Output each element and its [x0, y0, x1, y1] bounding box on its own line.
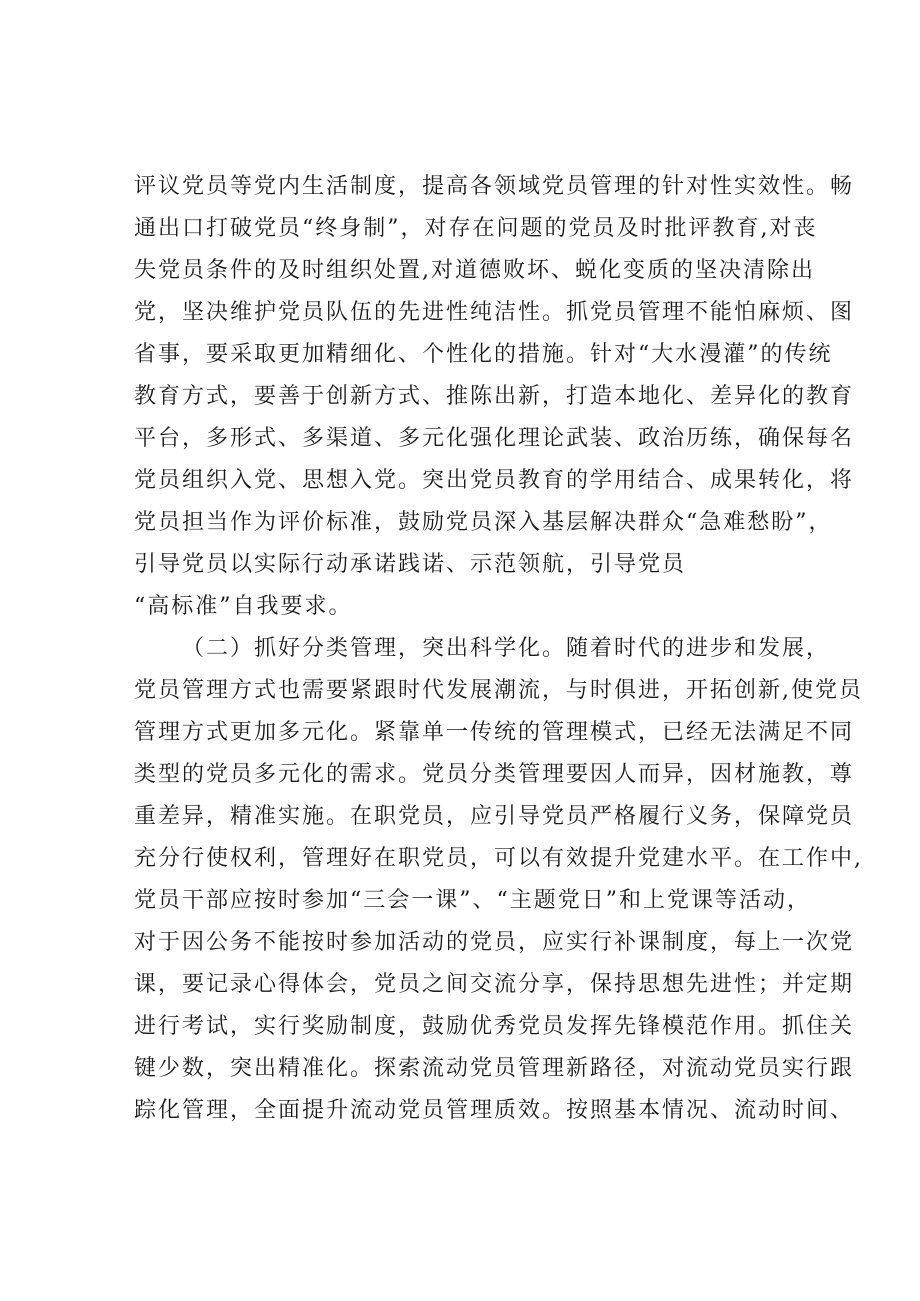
text-line: 类型的党员多元化的需求。党员分类管理要因人而异，因材施教，尊 [134, 762, 855, 787]
text-line: 党员管理方式也需要紧跟时代发展潮流，与时俱进，开拓创新,使党员 [134, 678, 863, 703]
text-line: 键少数，突出精准化。探索流动党员管理新路径，对流动党员实行跟 [134, 1056, 855, 1081]
text-line: 引导党员以实际行动承诺践诺、示范领航，引导党员 [134, 552, 687, 577]
text-line: 课，要记录心得体会，党员之间交流分享，保持思想先进性；并定期 [134, 972, 855, 997]
text-line: 党，坚决维护党员队伍的先进性纯洁性。抓党员管理不能怕麻烦、图 [134, 300, 855, 325]
text-line: 对于因公务不能按时参加活动的党员，应实行补课制度，每上一次党 [134, 930, 855, 955]
text-line: 评议党员等党内生活制度，提高各领域党员管理的针对性实效性。畅 [134, 174, 855, 199]
text-line: 失党员条件的及时组织处置,对道德败坏、蜕化变质的坚决清除出 [134, 258, 815, 283]
text-line: 教育方式，要善于创新方式、推陈出新，打造本地化、差异化的教育 [134, 384, 855, 409]
text-line: 管理方式更加多元化。紧靠单一传统的管理模式，已经无法满足不同 [134, 720, 855, 745]
section-heading-line: （二）抓好分类管理，突出科学化。随着时代的进步和发展， [182, 636, 831, 661]
text-line: 踪化管理，全面提升流动党员管理质效。按照基本情况、流动时间、 [134, 1098, 855, 1123]
text-line: 省事，要采取更加精细化、个性化的措施。针对“大水漫灌”的传统 [134, 342, 833, 367]
text-line: 进行考试，实行奖励制度，鼓励优秀党员发挥先锋模范作用。抓住关 [134, 1014, 855, 1039]
text-line: 通出口打破党员“终身制”，对存在问题的党员及时批评教育,对丧 [134, 216, 818, 241]
text-line: 党员担当作为评价标准，鼓励党员深入基层解决群众“急难愁盼”， [134, 510, 833, 535]
text-line: 党员组织入党、思想入党。突出党员教育的学用结合、成果转化，将 [134, 468, 855, 493]
text-line: 充分行使权利，管理好在职党员，可以有效提升党建水平。在工作中, [134, 846, 863, 871]
text-line: 重差异，精准实施。在职党员，应引导党员严格履行义务，保障党员 [134, 804, 855, 829]
text-line: 党员干部应按时参加“三会一课”、“主题党日”和上党课等活动， [134, 888, 811, 913]
text-line: 平台，多形式、多渠道、多元化强化理论武装、政治历练，确保每名 [134, 426, 855, 451]
text-line: “高标准”自我要求。 [134, 594, 353, 619]
